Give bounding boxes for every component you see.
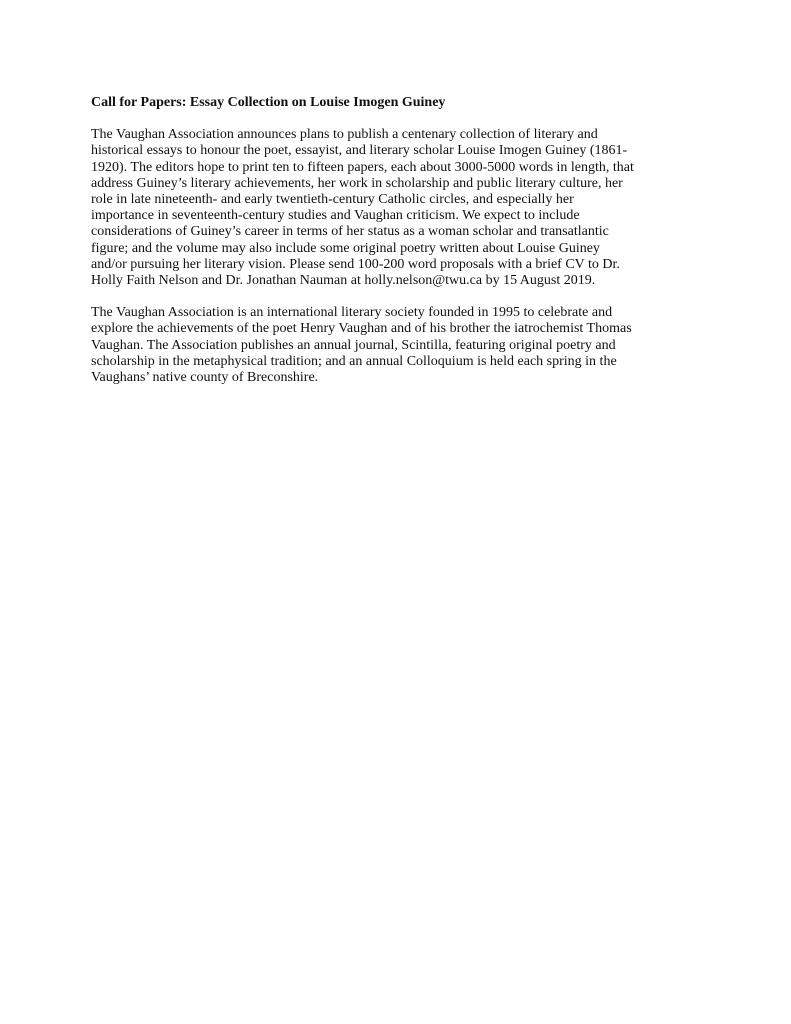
- text-line: explore the achievements of the poet Henry Vaughan and of his brother the iatrochemist Thomas: [91, 321, 632, 337]
- document-body: [91, 95, 696, 402]
- document-title: Call for Papers: Essay Collection on Louise Imogen Guiney: [91, 95, 446, 110]
- text-line: Vaughan. The Association publishes an annual journal, Scintilla, featuring original poetry and: [91, 337, 616, 353]
- text-line: Holly Faith Nelson and Dr. Jonathan Nauman at holly.nelson@twu.ca by 15 August 2019.: [91, 273, 596, 289]
- text-line: Vaughans’ native county of Breconshire.: [91, 370, 319, 386]
- text-line: considerations of Guiney’s career in terms of her status as a woman scholar and transatlantic: [91, 224, 609, 240]
- text-line: figure; and the volume may also include some original poetry written about Louise Guiney: [91, 240, 600, 256]
- paragraph-association-info: [91, 305, 696, 386]
- text-line: scholarship in the metaphysical tradition; and an annual Colloquium is held each spring in the: [91, 353, 617, 369]
- paragraph-announcement: [91, 127, 696, 289]
- text-line: historical essays to honour the poet, essayist, and literary scholar Louise Imogen Guiney (1861-: [91, 143, 628, 159]
- text-line: and/or pursuing her literary vision. Please send 100-200 word proposals with a brief CV to Dr.: [91, 256, 620, 272]
- text-line: The Vaughan Association is an international literary society founded in 1995 to celebrate and: [91, 305, 613, 321]
- text-line: 1920). The editors hope to print ten to fifteen papers, each about 3000-5000 words in length, that: [91, 159, 634, 175]
- text-line: address Guiney’s literary achievements, her work in scholarship and public literary culture, her: [91, 175, 623, 191]
- text-line: role in late nineteenth- and early twentieth-century Catholic circles, and especially her: [91, 192, 574, 208]
- text-line: importance in seventeenth-century studies and Vaughan criticism. We expect to include: [91, 208, 580, 224]
- text-line: The Vaughan Association announces plans to publish a centenary collection of literary and: [91, 127, 598, 143]
